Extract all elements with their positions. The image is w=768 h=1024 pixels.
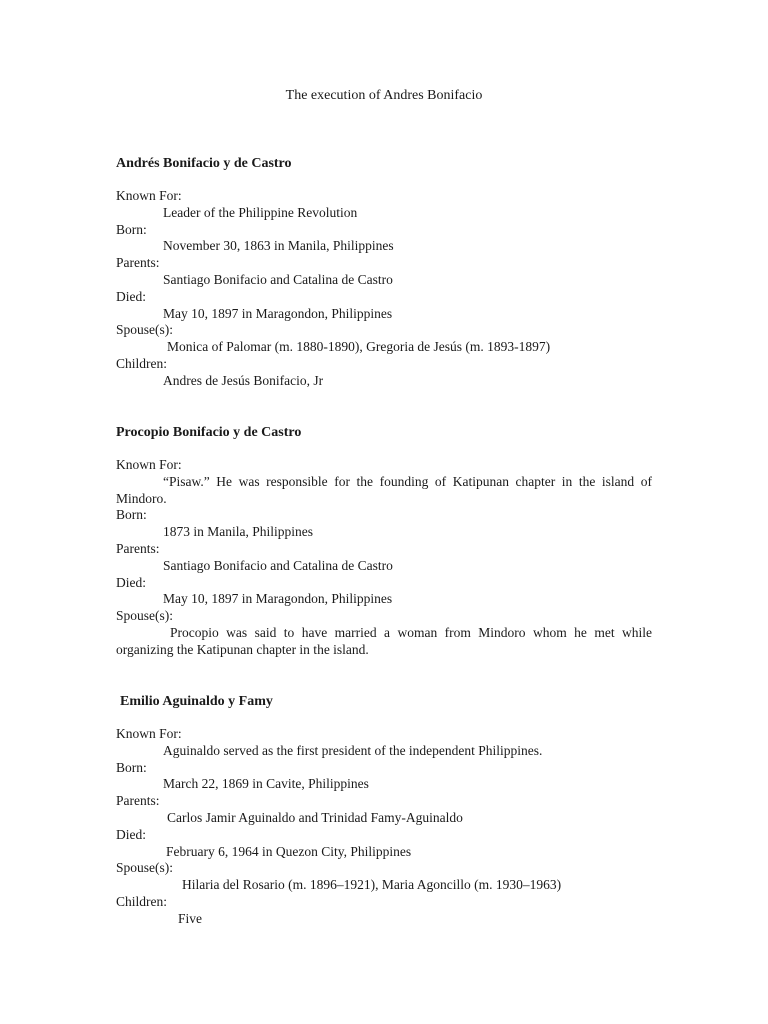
field-label: Children: bbox=[116, 893, 167, 909]
field-label: Children: bbox=[116, 355, 167, 371]
field-value: Five bbox=[178, 910, 203, 926]
field-value: Monica of Palomar (m. 1880-1890), Gregoria de Jesús (m. 1893-1897) bbox=[167, 339, 551, 355]
field-label: Spouse(s): bbox=[116, 322, 173, 338]
field-label: Born: bbox=[116, 221, 147, 237]
person-fields bbox=[116, 188, 652, 390]
field-value: Aguinaldo served as the first president of the independent Philippines. bbox=[163, 742, 543, 758]
field-value: November 30, 1863 in Manila, Philippines bbox=[163, 238, 394, 254]
field-label: Died: bbox=[116, 288, 146, 304]
field-value: Procopio was said to have married a woman from Mindoro whom he met while organizing the Katipunan chapter in the island. bbox=[116, 624, 652, 657]
field-label: Parents: bbox=[116, 793, 160, 809]
person-name: Procopio Bonifacio y de Castro bbox=[116, 425, 302, 440]
person-name: Emilio Aguinaldo y Famy bbox=[120, 694, 273, 709]
field-value: “Pisaw.” He was responsible for the founding of Katipunan chapter in the island of Mindoro. bbox=[116, 473, 652, 506]
field-value: Santiago Bonifacio and Catalina de Castro bbox=[163, 271, 393, 287]
field-label: Born: bbox=[116, 507, 147, 523]
field-value: May 10, 1897 in Maragondon, Philippines bbox=[163, 305, 393, 321]
person-fields bbox=[116, 726, 652, 928]
field-label: Known For: bbox=[116, 726, 182, 741]
field-label: Born: bbox=[116, 759, 147, 775]
field-value: 1873 in Manila, Philippines bbox=[163, 524, 313, 540]
person-section-aguinaldo bbox=[116, 693, 652, 928]
field-label: Parents: bbox=[116, 255, 160, 271]
field-label: Known For: bbox=[116, 457, 182, 472]
person-section-procopio bbox=[116, 424, 652, 659]
person-name: Andrés Bonifacio y de Castro bbox=[116, 156, 292, 171]
field-value: Andres de Jesús Bonifacio, Jr bbox=[163, 372, 324, 388]
document-title: The execution of Andres Bonifacio bbox=[285, 88, 483, 103]
person-fields bbox=[116, 457, 652, 659]
field-label: Spouse(s): bbox=[116, 608, 173, 624]
field-label: Died: bbox=[116, 574, 146, 590]
person-section-bonifacio bbox=[116, 155, 652, 390]
field-value: March 22, 1869 in Cavite, Philippines bbox=[163, 776, 369, 792]
field-label: Known For: bbox=[116, 188, 182, 203]
field-value: Santiago Bonifacio and Catalina de Castro bbox=[163, 557, 393, 573]
field-value: February 6, 1964 in Quezon City, Philippines bbox=[166, 843, 412, 859]
field-value: May 10, 1897 in Maragondon, Philippines bbox=[163, 591, 393, 607]
field-label: Died: bbox=[116, 826, 146, 842]
field-value: Hilaria del Rosario (m. 1896–1921), Maria Agoncillo (m. 1930–1963) bbox=[182, 877, 562, 893]
field-label: Parents: bbox=[116, 540, 160, 556]
field-value: Leader of the Philippine Revolution bbox=[163, 204, 358, 220]
field-label: Spouse(s): bbox=[116, 860, 173, 876]
field-value: Carlos Jamir Aguinaldo and Trinidad Famy-Aguinaldo bbox=[167, 809, 463, 825]
